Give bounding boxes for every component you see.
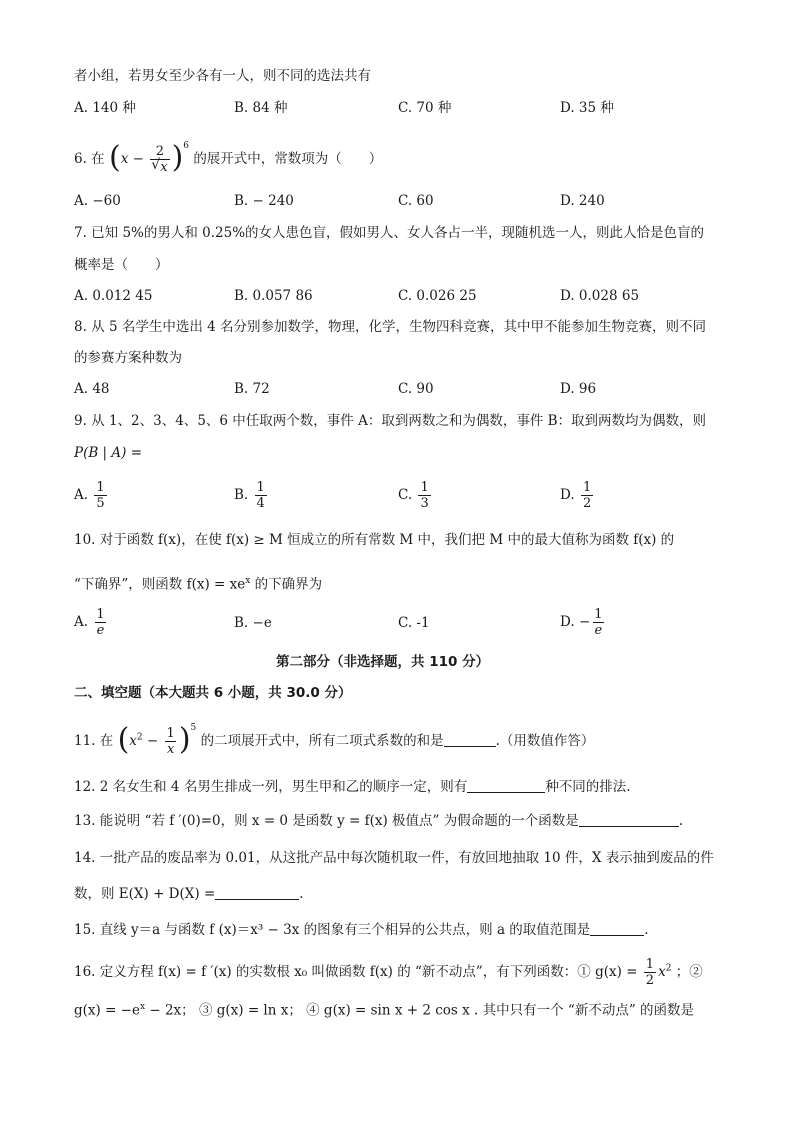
q8-option-c: C. 90 xyxy=(398,381,434,397)
q13-answer-blank[interactable] xyxy=(579,812,679,827)
q6-stem: 6. 在 (x − 2 √ x )$^6$ 的展开式中，常数项为（ ） xyxy=(74,144,382,175)
q7-line1: 7. 已知 5%的男人和 0.25%的女人患色盲，假如男人、女人各占一半，现随机选一人，则此人恰是色盲的 xyxy=(74,225,705,241)
q12-stem: 12. 2 名女生和 4 名男生排成一列，男生甲和乙的顺序一定，则有 种不同的排法. xyxy=(74,779,631,795)
q7-option-c: C. 0.026 25 xyxy=(398,288,477,304)
q9-option-d: D. $\frac{1}{2}$ xyxy=(560,480,592,511)
q8-option-d: D. 96 xyxy=(560,381,597,397)
q5-option-c: C. 70 种 xyxy=(398,100,452,116)
q8-line1: 8. 从 5 名学生中选出 4 名分别参加数学，物理，化学，生物四科竞赛，其中甲不能参加生物竞赛，则不同 xyxy=(74,319,707,335)
q10-option-c: C. -1 xyxy=(398,615,430,631)
q6-option-b: B. − 240 xyxy=(234,193,294,209)
q5-option-d: D. 35 种 xyxy=(560,100,614,116)
q13-stem: 13. 能说明 “若 f ′(0)=0，则 x = 0 是函数 y = f(x) 极值点” 为假命题的一个函数是 . xyxy=(74,813,684,829)
q16-line1: 16. 定义方程 f(x) = f ′(x) 的实数根 x₀ 叫做函数 f(x) 的 “新不动点”，有下列函数：① g(x) = $\frac{1}{2}$ $x^2$ ；② xyxy=(74,957,703,988)
q10-line2: “下确界”，则函数 $f(x) = xe^x$ 的下确界为 xyxy=(74,576,323,593)
q10-option-d: D. − $\frac{1}{e}$ xyxy=(560,607,603,638)
q10-option-b: B. −e xyxy=(234,615,272,631)
q9-line1: 9. 从 1、2、3、4、5、6 中任取两个数，事件 A：取到两数之和为偶数，事件 B：取到两数均为偶数，则 xyxy=(74,413,707,429)
q14-answer-blank[interactable] xyxy=(215,885,299,900)
q10-option-a: A. $\frac{1}{e}$ xyxy=(74,607,105,638)
q11-expression: ($x^2$ − $\frac{1}{x}$ )$^5$ xyxy=(117,721,197,757)
q14-line1: 14. 一批产品的废品率为 0.01，从这批产品中每次随机取一件，有放回地抽取 10 件，X 表示抽到废品的件 xyxy=(74,850,714,866)
q12-answer-blank[interactable] xyxy=(467,778,545,793)
q7-option-d: D. 0.028 65 xyxy=(560,288,640,304)
q6-option-a: A. −60 xyxy=(74,193,121,209)
part2-title: 第二部分（非选择题，共 110 分） xyxy=(276,654,490,670)
q9-line2: P(B | A) = xyxy=(74,445,143,461)
q8-option-b: B. 72 xyxy=(234,381,270,397)
q14-line2: 数，则 E(X) + D(X) = . xyxy=(74,886,304,902)
q15-stem: 15. 直线 y＝a 与函数 f (x)＝x³ − 3x 的图象有三个相异的公共点，则 a 的取值范围是 . xyxy=(74,922,649,938)
q8-line2: 的参赛方案种数为 xyxy=(74,350,182,366)
q6-expression: (x − 2 √ x )$^6$ xyxy=(109,151,189,167)
q7-option-b: B. 0.057 86 xyxy=(234,288,313,304)
q9-option-c: C. $\frac{1}{3}$ xyxy=(398,480,429,511)
q6-option-c: C. 60 xyxy=(398,193,434,209)
q11-stem: 11. 在 ($x^2$ − $\frac{1}{x}$ )$^5$ 的二项展开式中，所有二项式系数的和是 .（用数值作答） xyxy=(74,721,595,757)
q6-option-d: D. 240 xyxy=(560,193,605,209)
q5-option-a: A. 140 种 xyxy=(74,100,136,116)
q9-option-a: A. $\frac{1}{5}$ xyxy=(74,480,105,511)
q5-text: 者小组，若男女至少各有一人，则不同的选法共有 xyxy=(74,68,371,84)
q10-line1: 10. 对于函数 f(x)，在使 f(x) ≥ M 恒成立的所有常数 M 中，我们把 M 中的最大值称为函数 f(x) 的 xyxy=(74,532,675,548)
section2-title: 二、填空题（本大题共 6 小题，共 30.0 分） xyxy=(74,685,352,701)
q11-answer-blank[interactable] xyxy=(444,732,496,747)
q7-line2: 概率是（ ） xyxy=(74,257,169,273)
q16-line2: $g(x) = -e^x - 2x$； ③ g(x) = ln x； ④ g(x) = sin x + 2 cos x . 其中只有一个 “新不动点” 的函数是 xyxy=(74,1002,695,1019)
q9-option-b: B. $\frac{1}{4}$ xyxy=(234,480,265,511)
q7-option-a: A. 0.012 45 xyxy=(74,288,153,304)
q8-option-a: A. 48 xyxy=(74,381,110,397)
q15-answer-blank[interactable] xyxy=(590,921,644,936)
q5-option-b: B. 84 种 xyxy=(234,100,288,116)
